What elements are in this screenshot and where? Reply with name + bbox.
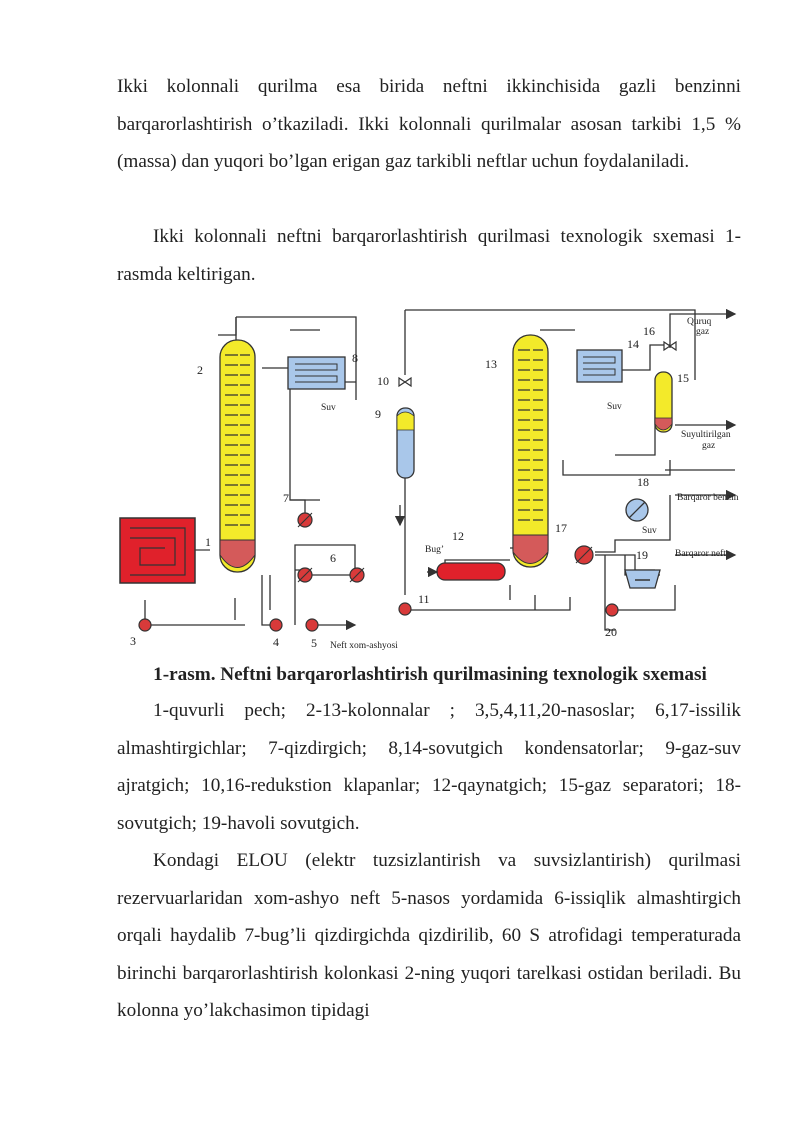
paragraph-legend: 1-quvurli pech; 2-13-kolonnalar ; 3,5,4,11,20-nasoslar; 6,17-issilik almashtirgichlar; 7-qizdirgich; 8,14-sovutgich kondensatorlar; 9-gaz-suv ajratgich; 10,16-redukstion klapanlar; 12-qaynatgich; 15-gaz separatori; 18-sovutgich; 19-havoli sovutgich. [117,700,741,834]
label-4: 4 [273,635,279,649]
tube-furnace-1 [120,518,210,583]
paragraph-scheme-reference: Ikki kolonnali neftni barqarorlashtirish qurilmasi texnologik sxemasi 1-rasmda keltirigan. [117,226,741,285]
label-8: 8 [352,351,358,365]
suv-label-14: Suv [607,402,622,412]
label-20: 20 [605,625,617,639]
suv-label-18: Suv [642,526,657,536]
gas-separator-15 [655,372,672,432]
barqaror-benzin-label: Barqaror benzin [677,493,739,503]
label-2: 2 [197,363,203,377]
label-18: 18 [637,475,649,489]
label-6: 6 [330,551,336,565]
quruq-gaz-label: Quruq [687,317,712,327]
label-5: 5 [311,636,317,650]
label-3: 3 [130,634,136,648]
cooler-18 [626,499,648,521]
label-1: 1 [205,535,211,549]
column-2 [220,340,255,572]
condenser-8 [288,357,345,389]
reboiler-12 [427,563,505,580]
barqaror-neft-label: Barqaror neft [675,549,726,559]
label-14: 14 [627,337,639,351]
figure-caption: 1-rasm. Neftni barqarorlashtirish qurilmasining texnologik sxemasi [153,664,707,685]
gas-water-separator-9 [397,408,414,478]
process-flow-diagram [115,300,785,656]
suv-label-8: Suv [321,403,336,413]
paragraph-process-description: Kondagi ELOU (elektr tuzsizlantirish va suvsizlantirish) qurilmasi rezervuarlaridan xom-ashyo neft 5-nasos yordamida 6-issiqlik almashtirgich orqali haydalib 7-bug’li qizdirgichda qizdirilib, 60 S atrofidagi temperaturada birinchi barqarorlashtirish kolonkasi 2-ning yuqori tarelkasi ostidan beriladi. Bu kolonna yo’lakchasimon tipidagi [117,850,741,1021]
suyultirilgan-gaz-label: Suyultirilgan [681,430,731,440]
quruq-gaz-label-2: gaz [696,327,710,337]
air-cooler-19 [625,570,660,588]
label-13: 13 [485,357,497,371]
label-15: 15 [677,371,689,385]
bug-label: Bug’ [425,545,444,555]
reflux-line [563,460,670,475]
condenser-14 [577,350,622,382]
label-9: 9 [375,407,381,421]
suyultirilgan-gaz-label-2: gaz [702,441,716,451]
paragraph-intro: Ikki kolonnali qurilma esa birida neftni ikkinchisida gazli benzinni barqarorlashtirish o’tkaziladi. Ikki kolonnali qurilmalar asosan tarkibi 1,5 % (massa) dan yuqori bo’lgan erigan gaz tarkibli neftlar uchun foydalaniladi. [117,76,741,172]
label-12: 12 [452,529,464,543]
label-11: 11 [418,592,430,606]
label-16: 16 [643,324,655,338]
neft-xom-ashyosi-label: Neft xom-ashyosi [330,641,398,651]
label-19: 19 [636,548,648,562]
label-10: 10 [377,374,389,388]
column-13 [513,335,548,567]
label-7: 7 [283,491,289,505]
valve-10 [399,378,411,386]
label-17: 17 [555,521,567,535]
